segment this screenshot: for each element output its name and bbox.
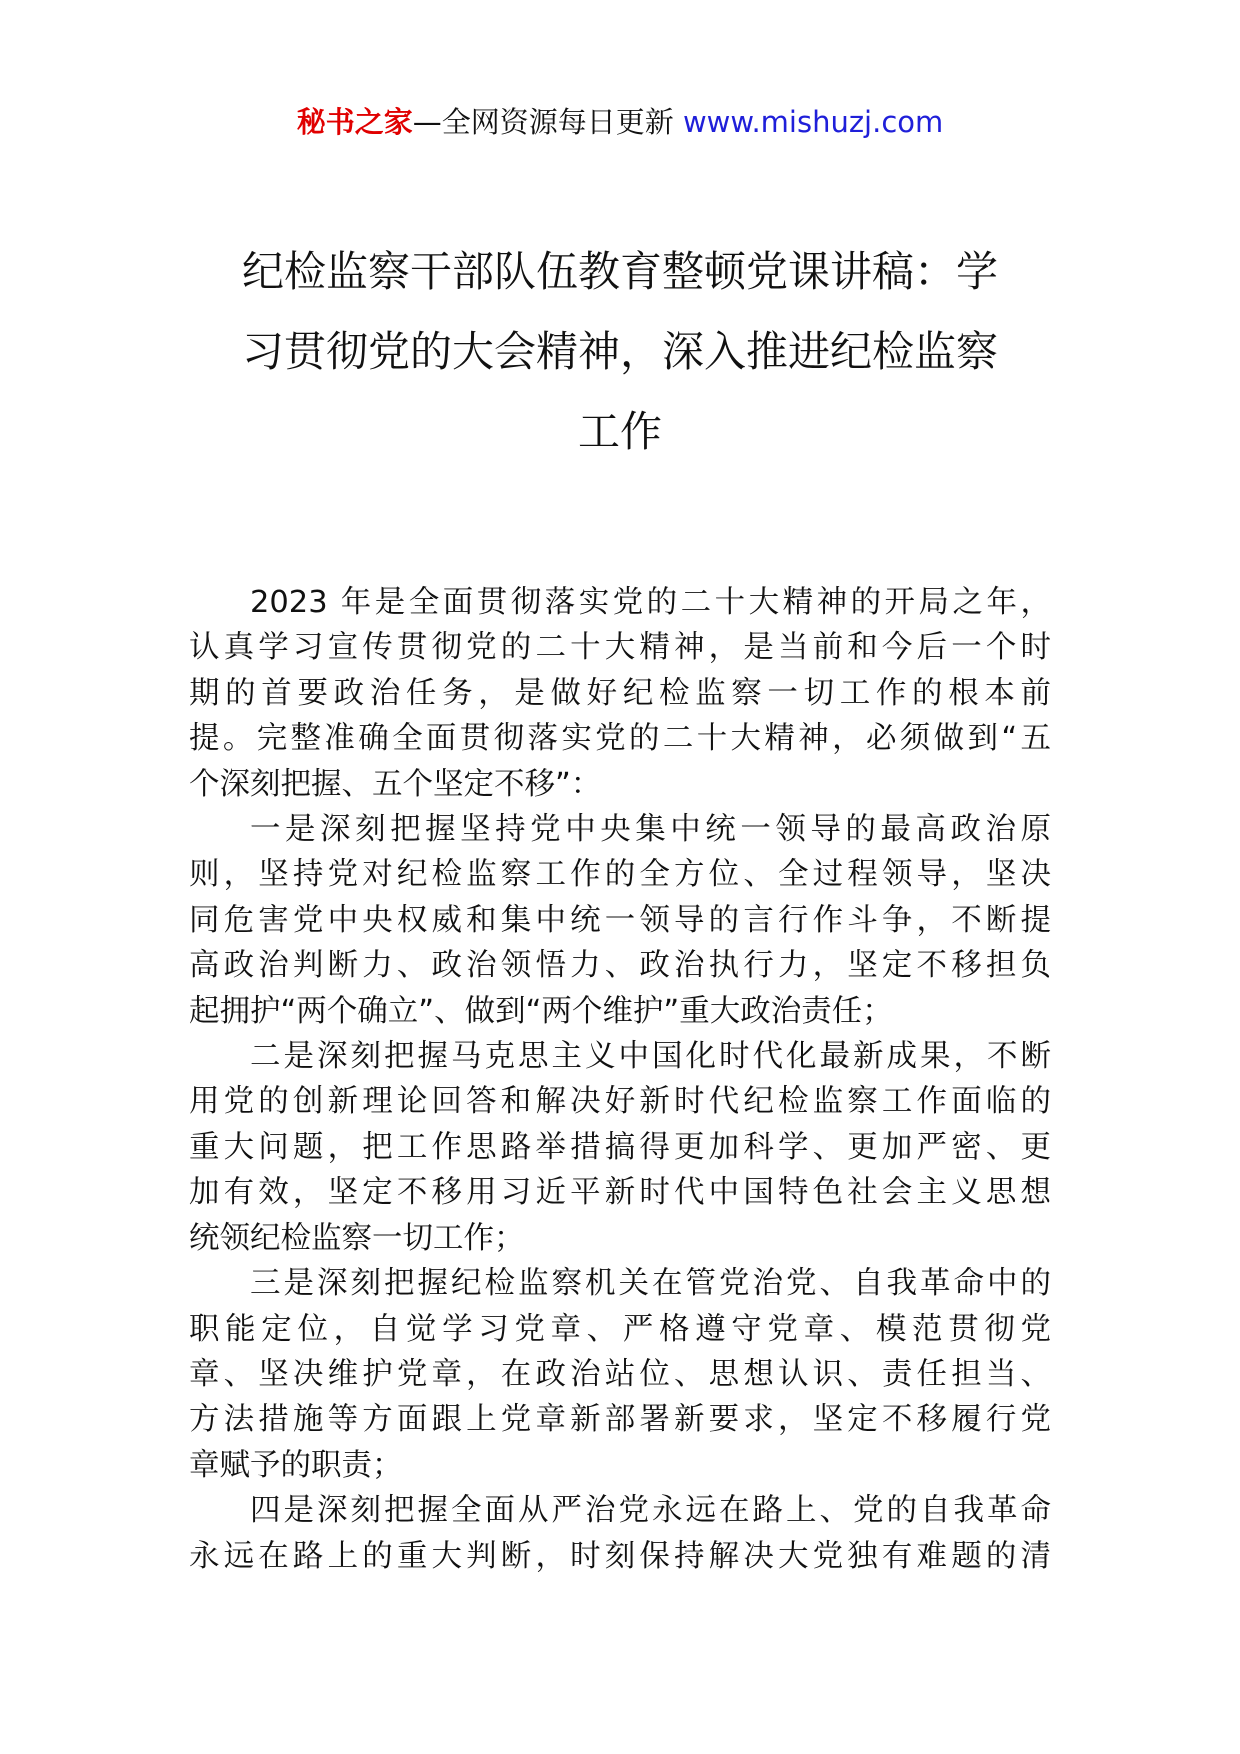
paragraph-4-line: 章、坚决维护党章，在政治站位、思想认识、责任担当、: [189, 1356, 1051, 1392]
paragraph-2-line: 高政治判断力、政治领悟力、政治执行力，坚定不移担负: [189, 948, 1051, 984]
paragraph-2-line: 则，坚持党对纪检监察工作的全方位、全过程领导，坚决: [189, 857, 1051, 893]
paragraph-3-line: 二是深刻把握马克思主义中国化时代化最新成果，不断: [250, 1039, 1051, 1075]
site-brand: 秘书之家: [296, 105, 413, 139]
paragraph-4-line: 三是深刻把握纪检监察机关在管党治党、自我革命中的: [250, 1266, 1051, 1302]
paragraph-1-line: 提。完整准确全面贯彻落实党的二十大精神，必须做到“五: [189, 721, 1051, 757]
paragraph-1-line: 认真学习宣传贯彻党的二十大精神，是当前和今后一个时: [189, 630, 1051, 666]
paragraph-1-line: 2023 年是全面贯彻落实党的二十大精神的开局之年，: [250, 585, 1051, 620]
paragraph-1-line: 期的首要政治任务，是做好纪检监察一切工作的根本前: [189, 675, 1051, 711]
paragraph-5-line: 四是深刻把握全面从严治党永远在路上、党的自我革命: [250, 1493, 1051, 1529]
paragraph-3-line: 用党的创新理论回答和解决好新时代纪检监察工作面临的: [189, 1084, 1051, 1120]
site-url-link[interactable]: www.mishuzj.com: [682, 105, 944, 139]
paragraph-2-line: 一是深刻把握坚持党中央集中统一领导的最高政治原: [250, 812, 1051, 848]
paragraph-3-line: 统领纪检监察一切工作；: [189, 1220, 525, 1256]
document-title: [190, 232, 1050, 472]
paragraph-2-line: 起拥护“两个确立”、做到“两个维护”重大政治责任；: [189, 993, 893, 1029]
title-line: 纪检监察干部队伍教育整顿党课讲稿：学: [241, 247, 998, 296]
paragraph-4-line: 职能定位，自觉学习党章、严格遵守党章、模范贯彻党: [189, 1311, 1051, 1347]
title-line: 习贯彻党的大会精神，深入推进纪检监察: [241, 327, 998, 376]
document-body: [189, 580, 1051, 1579]
paragraph-3-line: 加有效，坚定不移用习近平新时代中国特色社会主义思想: [189, 1175, 1051, 1211]
paragraph-4-line: 章赋予的职责；: [189, 1447, 403, 1483]
paragraph-5-line: 永远在路上的重大判断，时刻保持解决大党独有难题的清: [189, 1538, 1051, 1574]
paragraph-1-line: 个深刻把握、五个坚定不移”：: [189, 766, 602, 802]
site-tagline: —全网资源每日更新: [412, 105, 683, 139]
title-line: 工作: [577, 407, 662, 456]
paragraph-4-line: 方法措施等方面跟上党章新部署新要求，坚定不移履行党: [189, 1402, 1051, 1438]
paragraph-2-line: 同危害党中央权威和集中统一领导的言行作斗争，不断提: [189, 902, 1051, 938]
site-header: [0, 102, 1240, 142]
paragraph-3-line: 重大问题，把工作思路举措搞得更加科学、更加严密、更: [189, 1129, 1051, 1165]
